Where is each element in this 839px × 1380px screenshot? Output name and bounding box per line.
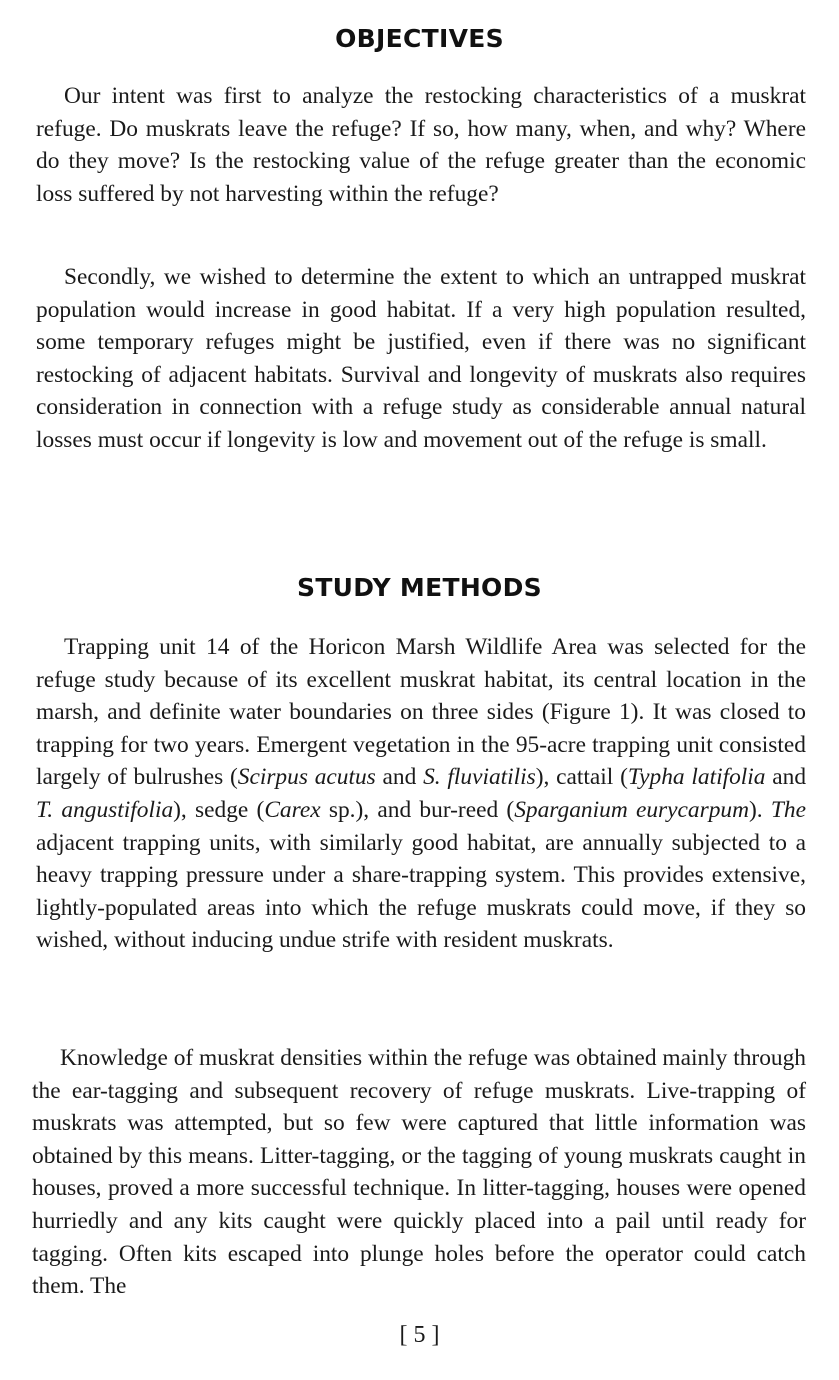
species-name-typha-latifolia: Typha latifolia bbox=[627, 764, 766, 791]
study-methods-paragraph-2 bbox=[32, 1042, 806, 1303]
species-name-s-fluviatilis: S. fluviatilis bbox=[423, 764, 536, 791]
objectives-paragraph-2 bbox=[36, 261, 806, 457]
text-run: and bbox=[375, 764, 424, 791]
page-number: [ 5 ] bbox=[399, 1322, 440, 1348]
text-run: adjacent trapping units, with similarly good habitat, are annually subjected to a heavy trapping pressure under a share-trapping system. This provides extensive, lightly-populated areas into which the refuge muskrats could move, if they so wished, without inducing undue strife with resident muskrats. bbox=[36, 829, 806, 954]
text-run: ), sedge ( bbox=[173, 796, 265, 823]
study-methods-heading: STUDY METHODS bbox=[297, 573, 542, 602]
objectives-paragraph-1-text: Our intent was first to analyze the restocking characteristics of a muskrat refuge. Do muskrats leave the refuge? If so, how many, when, and why? Where do they move? Is the restocking value of the refuge greater than the economic loss suffered by not harvesting within the refuge? bbox=[36, 83, 806, 207]
italic-word-the: The bbox=[770, 796, 806, 823]
text-run: Trapping unit 14 of the Horicon Marsh Wildlife Area was selected for the refuge study because of its excellent muskrat habitat, its central location in the marsh, and definite water boundaries on three sides (Figure 1). It was closed to trapping for two years. Emergent vegetation in the 95-acre trapping unit consisted largely of bulrushes ( bbox=[36, 634, 806, 791]
text-run: and bbox=[765, 764, 807, 791]
species-name-t-angustifolia: T. angustifolia bbox=[36, 796, 174, 823]
study-methods-paragraph-2-text: Knowledge of muskrat densities within the refuge was obtained mainly through the ear-tagging and subsequent recovery of refuge muskrats. Live-trapping of muskrats was attempted, but so few were captured that little information was obtained by this means. Litter-tagging, or the tagging of young muskrats caught in houses, proved a more successful technique. In litter-tagging, houses were opened hurriedly and any kits caught were quickly placed into a pail until ready for tagging. Often kits escaped into plunge holes before the operator could catch them. The bbox=[32, 1045, 806, 1300]
objectives-paragraph-2-text: Secondly, we wished to determine the extent to which an untrapped muskrat population would increase in good habitat. If a very high population resulted, some temporary refuges might be justified, even if there was no significant restocking of adjacent habitats. Survival and longevity of muskrats also requires consideration in connection with a refuge study as considerable annual natural losses must occur if longevity is low and movement out of the refuge is small. bbox=[36, 264, 806, 453]
species-name-sparganium: Sparganium eurycarpum bbox=[514, 796, 749, 823]
text-run: ). bbox=[748, 796, 771, 823]
study-methods-paragraph-1 bbox=[36, 631, 806, 957]
text-run: sp.), and bur-reed ( bbox=[320, 796, 515, 823]
objectives-heading: OBJECTIVES bbox=[335, 24, 504, 53]
objectives-paragraph-1 bbox=[36, 80, 806, 210]
species-name-carex: Carex bbox=[264, 796, 321, 823]
text-run: ), cattail ( bbox=[535, 764, 628, 791]
species-name-scirpus-acutus: Scirpus acutus bbox=[237, 764, 376, 791]
